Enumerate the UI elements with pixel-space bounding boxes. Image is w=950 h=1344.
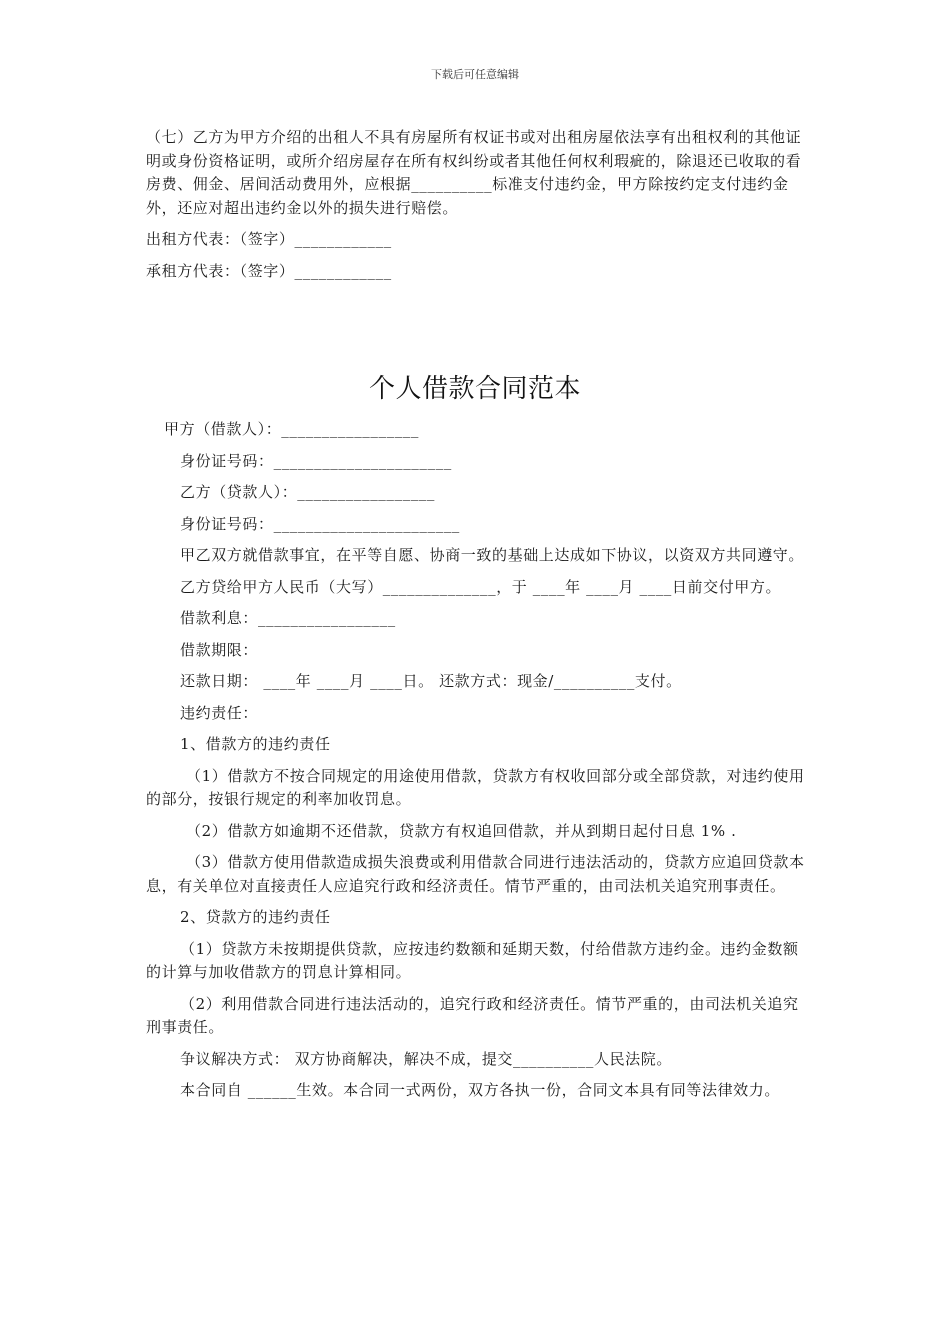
party-b-id-line: 身份证号码：_______________________ xyxy=(180,514,460,533)
page-header-note: 下载后可任意编辑 xyxy=(431,68,519,81)
borrower-liability-heading: 1、借款方的违约责任 xyxy=(180,735,331,753)
borrower-clause-3: （3）借款方使用借款造成损失浪费或利用借款合同进行违法活动的，贷款方应追回贷款本息，有关单位对直接责任人应追究行政和经济责任。情节严重的，由司法机关追究刑事责任。 xyxy=(146,853,805,895)
repayment-line: 还款日期： ____年 ____月 ____日。 还款方式：现金/__________支付。 xyxy=(180,672,682,690)
effective-clause: 本合同自 ______生效。本合同一式两份，双方各执一份，合同文本具有同等法律效力。 xyxy=(180,1081,780,1099)
borrower-clause-1: （1）借款方不按合同规定的用途使用借款，贷款方有权收回部分或全部贷款，对违约使用的部分，按银行规定的利率加收罚息。 xyxy=(146,766,805,808)
loan-amount-paragraph: 乙方贷给甲方人民币（大写）______________，于 ____年 ____月 ____日前交付甲方。 xyxy=(180,577,782,596)
party-a-id-line: 身份证号码：______________________ xyxy=(180,451,452,470)
lessor-representative-signature: 出租方代表：（签字）____________ xyxy=(146,230,392,248)
interest-line: 借款利息：_________________ xyxy=(180,609,396,627)
loan-contract-body xyxy=(146,418,808,1111)
term-line: 借款期限： xyxy=(180,640,259,659)
lessee-representative-signature: 承租方代表：（签字）____________ xyxy=(146,261,392,280)
dispute-resolution-line: 争议解决方式： 双方协商解决，解决不成，提交__________人民法院。 xyxy=(180,1049,672,1068)
intro-paragraph: 甲乙双方就借款事宜，在平等自愿、协商一致的基础上达成如下协议，以资双方共同遵守。 xyxy=(180,546,805,564)
lender-clause-1: （1）贷款方未按期提供贷款，应按违约数额和延期天数，付给借款方违约金。违约金数额的计算与加收借款方的罚息计算相同。 xyxy=(146,939,799,981)
liability-heading: 违约责任： xyxy=(180,703,259,722)
party-a-line: 甲方（借款人）：_________________ xyxy=(164,420,420,438)
contract-title: 个人借款合同范本 xyxy=(368,374,581,404)
party-b-line: 乙方（贷款人）：_________________ xyxy=(180,483,436,501)
borrower-clause-2: （2）借款方如逾期不还借款，贷款方有权追回借款，并从到期日起付日息 1% . xyxy=(186,821,737,840)
previous-contract-section xyxy=(146,126,808,291)
lender-liability-heading: 2、贷款方的违约责任 xyxy=(180,908,331,926)
lender-clause-2: （2）利用借款合同进行违法活动的，追究行政和经济责任。情节严重的，由司法机关追究刑事责任。 xyxy=(146,994,799,1036)
clause-7: （七）乙方为甲方介绍的出租人不具有房屋所有权证书或对出租房屋依法享有出租权利的其他证明或身份资格证明，或所介绍房屋存在所有权纠纷或者其他任何权利瑕疵的，除退还已收取的看房费、佣金、居间活动费用外，应根据__________标准支付违约金，甲方除按约定支付违约金外，还应对超出违约金以外的损失进行赔偿。 xyxy=(146,128,802,217)
